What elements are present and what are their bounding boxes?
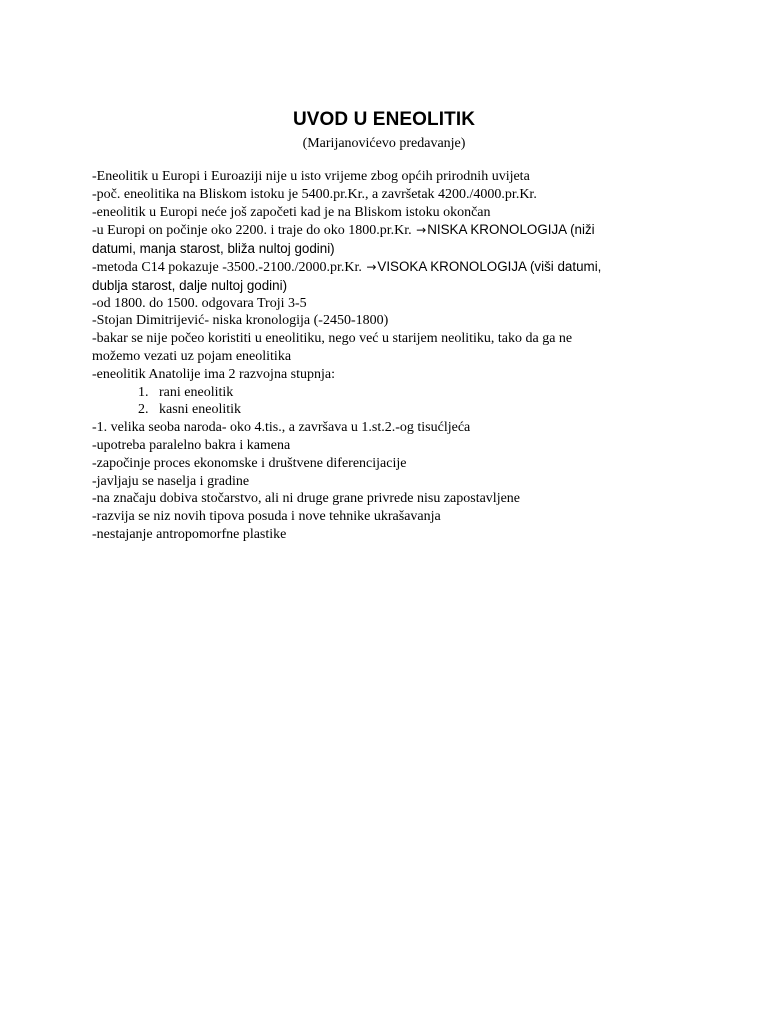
text-line: -započinje proces ekonomske i društvene diferencijacije (92, 455, 407, 471)
document-subtitle: (Marijanovićevo predavanje) (302, 136, 466, 151)
low-chronology-line (92, 221, 702, 240)
text-line: -od 1800. do 1500. odgovara Troji 3-5 (92, 295, 307, 311)
text-line: -1. velika seoba naroda- oko 4.tis., a završava u 1.st.2.-og tisućljeća (92, 420, 471, 436)
text-line: -javljaju se naselja i gradine (92, 473, 250, 489)
text-line: -na značaju dobiva stočarstvo, ali ni druge grane privrede nisu zapostavljene (92, 491, 521, 507)
document-title: UVOD U ENEOLITIK (292, 109, 476, 130)
list-item-text: kasni eneolitik (159, 402, 242, 418)
stage-list-item (92, 401, 702, 419)
right-arrow-icon: → (366, 259, 377, 274)
right-arrow-icon: → (416, 223, 427, 238)
list-number: 2. (138, 402, 149, 418)
text-line: -Stojan Dimitrijević- niska kronologija (-2450-1800) (92, 313, 389, 329)
text-line: -bakar se nije počeo koristiti u eneolitiku, nego već u starijem neolitiku, tako da ga ne (92, 331, 573, 347)
stage-list-item (92, 384, 702, 402)
text-line: -razvija se niz novih tipova posuda i nove tehnike ukrašavanja (92, 509, 441, 525)
low-chronology-label: NISKA KRONOLOGIJA (niži (427, 222, 595, 238)
text-line: -poč. eneolitika na Bliskom istoku je 5400.pr.Kr., a završetak 4200./4000.pr.Kr. (92, 186, 537, 202)
high-chronology-label: VISOKA KRONOLOGIJA (viši datumi, (377, 258, 602, 274)
high-chronology-text: -metoda C14 pokazuje -3500.-2100./2000.pr.Kr. (92, 259, 366, 275)
text-line: -upotreba paralelno bakra i kamena (92, 437, 291, 453)
low-chronology-continuation: datumi, manja starost, bliža nultoj godini) (92, 241, 335, 257)
low-chronology-text: -u Europi on počinje oko 2200. i traje do oko 1800.pr.Kr. (92, 223, 416, 239)
text-line: možemo vezati uz pojam eneolitika (92, 348, 292, 364)
list-number: 1. (138, 384, 149, 400)
list-item-text: rani eneolitik (159, 384, 234, 400)
text-line: -nestajanje antropomorfne plastike (92, 526, 287, 542)
high-chronology-line (92, 258, 702, 277)
text-line: -eneolitik u Europi neće još započeti kad je na Bliskom istoku okončan (92, 204, 491, 220)
text-line: -Eneolitik u Europi i Euroaziji nije u isto vrijeme zbog općih prirodnih uvijeta (92, 169, 530, 184)
document-body (92, 168, 702, 544)
text-line: -eneolitik Anatolije ima 2 razvojna stupnja: (92, 366, 335, 382)
high-chronology-continuation: dublja starost, dalje nultoj godini) (92, 277, 288, 293)
